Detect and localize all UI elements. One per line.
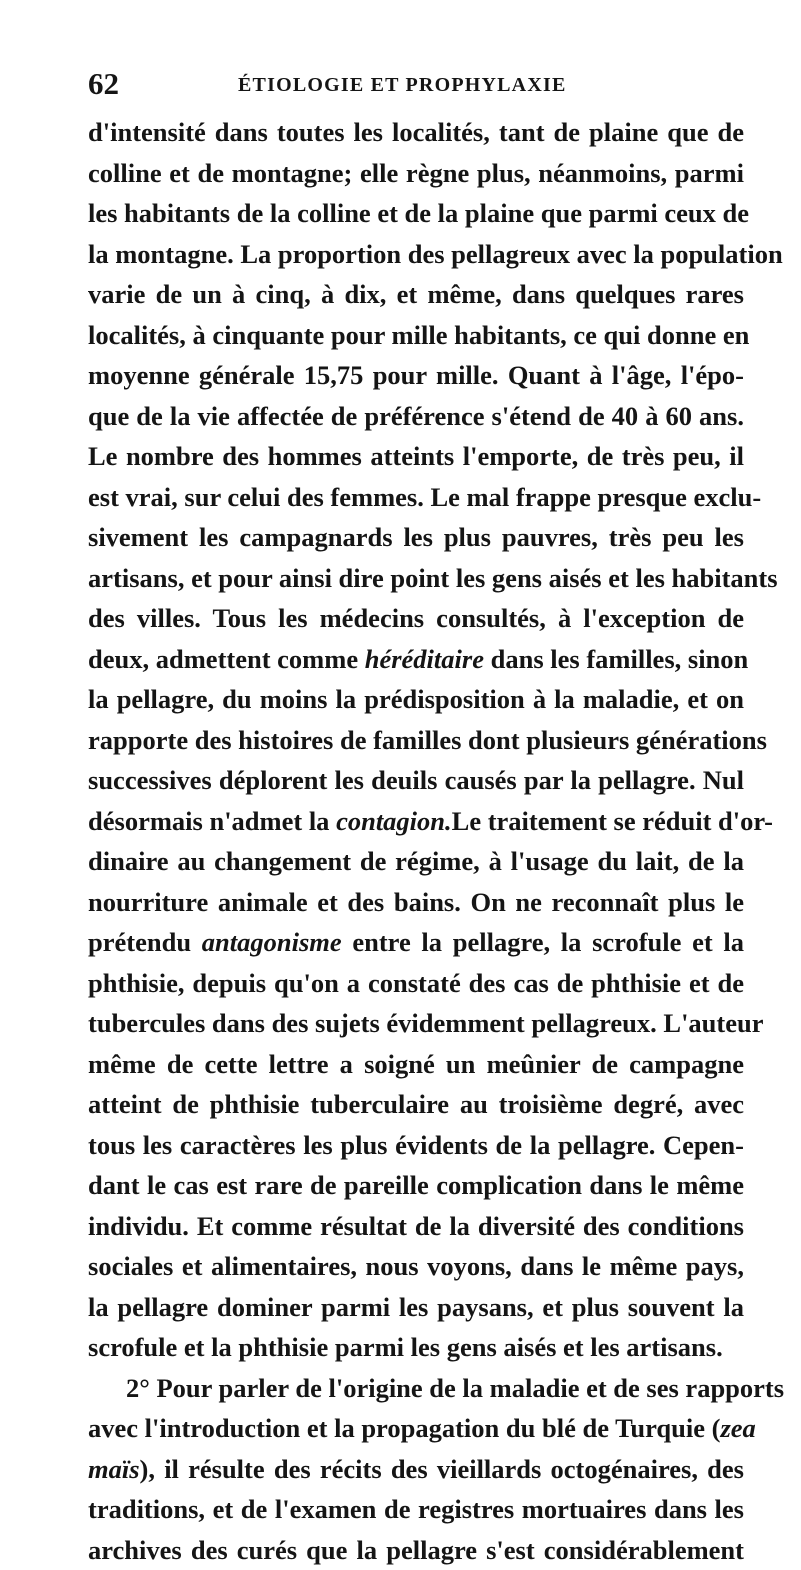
text-line: tous les caractères les plus évidents de la pellagre. Cepen-	[88, 1125, 744, 1166]
text-line: moyenne générale 15,75 pour mille. Quant à l'âge, l'épo-	[88, 355, 744, 396]
text-line: rapporte des histoires de familles dont plusieurs générations	[88, 720, 744, 761]
text-line: les habitants de la colline et de la plaine que parmi ceux de	[88, 193, 744, 234]
italic-term: maïs	[88, 1454, 140, 1484]
text-line: varie de un à cinq, à dix, et même, dans quelques rares	[88, 274, 744, 315]
text-line: même de cette lettre a soigné un meûnier de campagne	[88, 1044, 744, 1085]
text-line: traditions, et de l'examen de registres mortuaires dans les	[88, 1489, 744, 1530]
text-line: d'intensité dans toutes les localités, tant de plaine que de	[88, 112, 744, 153]
line-text: entre la pellagre, la scrofule et la	[342, 927, 744, 957]
line-text: dans les familles, sinon	[484, 644, 748, 674]
text-line: la montagne. La proportion des pellagreux avec la population	[88, 234, 744, 275]
text-line: dant le cas est rare de pareille complication dans le même	[88, 1165, 744, 1206]
text-line: phthisie, depuis qu'on a constaté des cas de phthisie et de	[88, 963, 744, 1004]
text-line	[88, 639, 744, 680]
text-line: Le nombre des hommes atteints l'emporte, de très peu, il	[88, 436, 744, 477]
text-line: colline et de montagne; elle règne plus, néanmoins, parmi	[88, 153, 744, 194]
text-line: sociales et alimentaires, nous voyons, dans le même pays,	[88, 1246, 744, 1287]
text-line	[88, 1449, 744, 1490]
page-header	[88, 66, 744, 102]
text-line: 2° Pour parler de l'origine de la maladie et de ses rapports	[88, 1368, 744, 1409]
italic-term: héréditaire	[365, 644, 484, 674]
text-line: successives déplorent les deuils causés par la pellagre. Nul	[88, 760, 744, 801]
text-line: localités, à cinquante pour mille habitants, ce qui donne en	[88, 315, 744, 356]
text-line: atteint de phthisie tuberculaire au troisième degré, avec	[88, 1084, 744, 1125]
text-line	[88, 922, 744, 963]
italic-term: zea	[720, 1413, 755, 1443]
text-line: artisans, et pour ainsi dire point les gens aisés et les habitants	[88, 558, 744, 599]
text-line	[88, 801, 744, 842]
text-line: la pellagre dominer parmi les paysans, et plus souvent la	[88, 1287, 744, 1328]
text-line: tubercules dans des sujets évidemment pellagreux. L'auteur	[88, 1003, 744, 1044]
italic-term: antagonisme	[202, 927, 342, 957]
text-line: archives des curés que la pellagre s'est considérablement	[88, 1530, 744, 1570]
page-number: 62	[88, 66, 119, 102]
text-line: des villes. Tous les médecins consultés, à l'exception de	[88, 598, 744, 639]
text-line: est vrai, sur celui des femmes. Le mal frappe presque exclu-	[88, 477, 744, 518]
line-text: ), il résulte des récits des vieillards octogénaires, des	[140, 1454, 744, 1484]
text-line	[88, 1408, 744, 1449]
text-line: que de la vie affectée de préférence s'étend de 40 à 60 ans.	[88, 396, 744, 437]
text-line: dinaire au changement de régime, à l'usage du lait, de la	[88, 841, 744, 882]
line-text: désormais n'admet la	[88, 806, 336, 836]
body-text	[88, 112, 744, 1570]
text-line: sivement les campagnards les plus pauvres, très peu les	[88, 517, 744, 558]
text-line: scrofule et la phthisie parmi les gens aisés et les artisans.	[88, 1327, 744, 1368]
line-text: prétendu	[88, 927, 202, 957]
text-line: la pellagre, du moins la prédisposition à la maladie, et on	[88, 679, 744, 720]
line-text: deux, admettent comme	[88, 644, 365, 674]
running-title: ÉTIOLOGIE ET PROPHYLAXIE	[238, 70, 567, 100]
text-line: nourriture animale et des bains. On ne reconnaît plus le	[88, 882, 744, 923]
italic-term: contagion.	[336, 806, 452, 836]
line-text: Le traitement se réduit d'or-	[452, 806, 773, 836]
line-text: avec l'introduction et la propagation du blé de Turquie (	[88, 1413, 720, 1443]
text-line: individu. Et comme résultat de la diversité des conditions	[88, 1206, 744, 1247]
